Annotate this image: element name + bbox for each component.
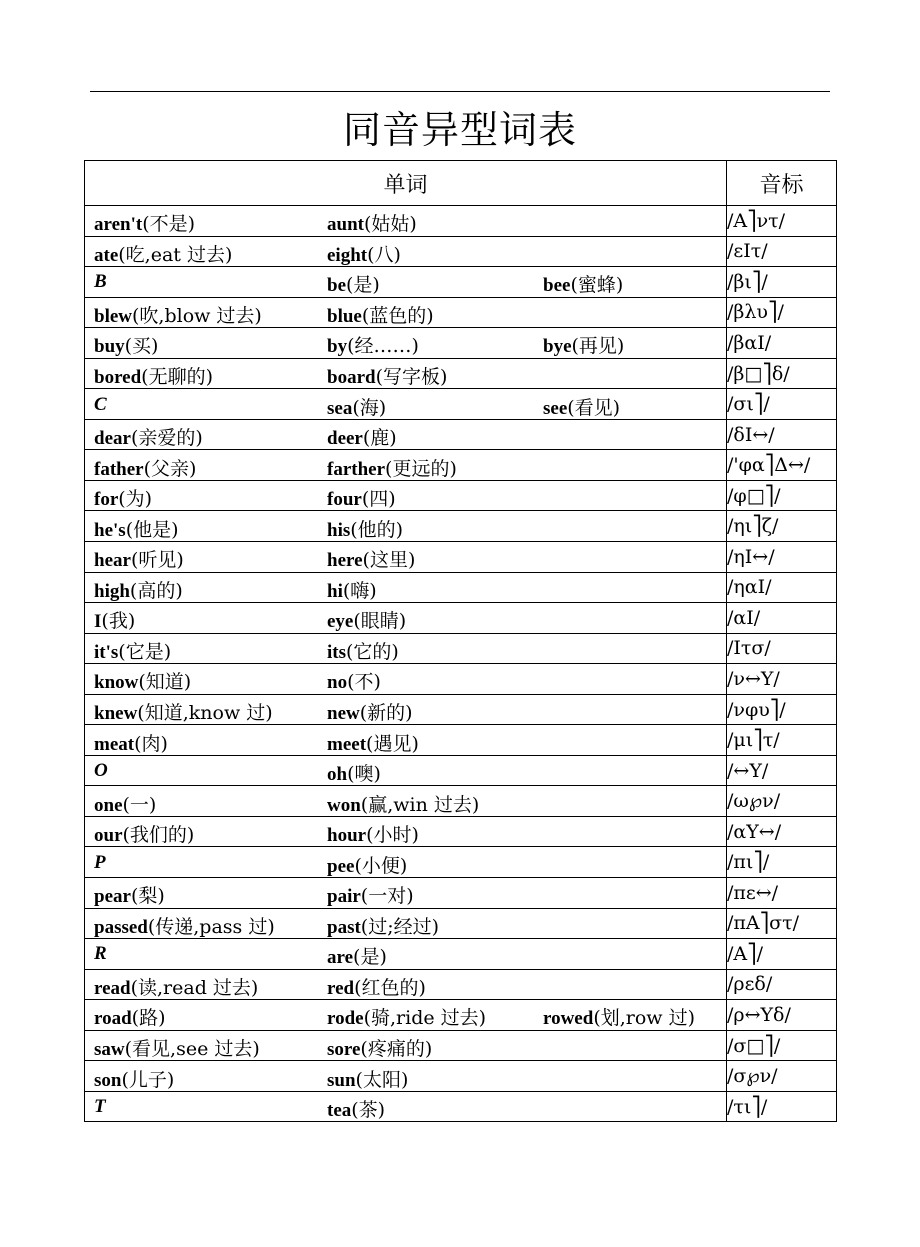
table-row (85, 694, 837, 725)
word-gloss: (我们的) (122, 824, 195, 847)
word-entry (94, 667, 191, 694)
word-gloss: (知道) (138, 671, 192, 694)
word-gloss: (不) (347, 671, 381, 694)
word-text: road (94, 1008, 132, 1030)
word-text: eye (327, 611, 354, 633)
word-entry (327, 698, 413, 725)
word-gloss: (无聊的) (141, 366, 213, 388)
word-entry (327, 209, 417, 236)
table-row (85, 969, 837, 1000)
word-gloss: (我) (101, 610, 136, 633)
word-entry (327, 667, 381, 694)
word-gloss: (红色的) (354, 976, 426, 999)
word-gloss: (为) (118, 488, 153, 511)
word-text: blew (94, 305, 132, 327)
word-entry (327, 240, 401, 267)
word-gloss: (父亲) (143, 457, 197, 480)
word-text: pair (327, 886, 361, 908)
word-text: no (327, 672, 348, 694)
words-cell (85, 328, 727, 359)
word-gloss: (吹,blow 过去) (132, 304, 262, 327)
top-rule (90, 91, 830, 92)
table-row (85, 786, 837, 817)
word-entry (94, 393, 107, 416)
word-gloss: (是) (353, 946, 387, 969)
word-gloss: (小便) (354, 854, 408, 877)
word-gloss: (小时) (366, 824, 419, 847)
words-cell (85, 755, 727, 786)
table-row (85, 328, 837, 359)
word-text: saw (94, 1039, 125, 1061)
phonetic-cell: /πε↔/ (727, 878, 837, 909)
word-text: sun (327, 1069, 356, 1091)
phonetic-cell: /σ℘ν/ (727, 1061, 837, 1092)
word-gloss: (过;经过) (360, 915, 440, 938)
word-text: by (327, 336, 348, 358)
word-text: bored (94, 367, 142, 388)
words-cell (85, 694, 727, 725)
word-gloss: (赢,win 过去) (360, 793, 480, 816)
word-entry (327, 454, 457, 481)
word-entry (94, 484, 152, 511)
word-entry (94, 973, 258, 1000)
words-cell (85, 786, 727, 817)
words-cell (85, 511, 727, 542)
word-entry (94, 912, 275, 939)
table-row (85, 450, 837, 481)
words-cell (85, 358, 727, 389)
word-gloss: (眼睛) (353, 610, 407, 633)
word-gloss: (太阳) (355, 1068, 409, 1091)
word-entry (327, 851, 407, 878)
word-gloss: (八) (367, 243, 401, 266)
header-words: 单词 (85, 161, 727, 206)
table-row (85, 755, 837, 786)
word-gloss: (吃,eat 过去) (118, 243, 233, 266)
word-text: tea (327, 1100, 352, 1122)
word-gloss: (看见) (567, 396, 621, 419)
word-text: be (327, 275, 346, 297)
word-entry (94, 851, 106, 874)
table-row (85, 633, 837, 664)
words-cell (85, 969, 727, 1000)
words-cell (85, 1091, 727, 1122)
word-gloss: (茶) (351, 1099, 386, 1122)
word-text: high (94, 580, 130, 602)
word-entry (94, 301, 262, 328)
phonetic-cell: /↔Y/ (727, 755, 837, 786)
words-cell (85, 908, 727, 939)
phonetic-cell: /αI/ (727, 603, 837, 634)
word-text: meat (94, 733, 135, 755)
words-cell (85, 572, 727, 603)
table-row (85, 572, 837, 603)
word-gloss: (它的) (346, 640, 399, 663)
word-gloss: (鹿) (362, 427, 397, 450)
word-text: passed (94, 916, 148, 938)
word-gloss: (他的) (350, 518, 404, 541)
word-text: for (94, 489, 119, 511)
table-row (85, 389, 837, 420)
table-row (85, 236, 837, 267)
table-row (85, 419, 837, 450)
table-row (85, 725, 837, 756)
table-row (85, 816, 837, 847)
words-cell (85, 419, 727, 450)
word-text: father (94, 458, 144, 480)
word-entry (94, 209, 195, 236)
word-entry (327, 790, 479, 817)
phonetic-cell: /δI↔/ (727, 419, 837, 450)
word-gloss: (蜜蜂) (570, 274, 624, 297)
phonetic-cell: /φ□⎤/ (727, 480, 837, 511)
word-entry (327, 1003, 486, 1030)
word-gloss: (看见,see 过去) (124, 1038, 260, 1061)
word-entry (327, 973, 426, 1000)
word-text: its (327, 641, 346, 663)
word-entry (327, 1095, 385, 1122)
word-entry (327, 606, 406, 633)
phonetic-cell: /ηαI/ (727, 572, 837, 603)
word-text: it's (94, 641, 119, 663)
word-entry (94, 1065, 174, 1092)
word-gloss: (这里) (362, 549, 416, 572)
word-entry (543, 331, 624, 358)
word-entry (543, 270, 623, 297)
phonetic-cell: /ρ↔Yδ/ (727, 1000, 837, 1031)
word-gloss: (海) (352, 396, 387, 419)
letter-label: R (94, 943, 107, 965)
word-entry (327, 759, 381, 786)
word-gloss: (知道,know 过) (137, 702, 273, 725)
word-entry (94, 423, 203, 450)
word-gloss: (不是) (142, 213, 196, 236)
words-cell (85, 389, 727, 420)
word-entry (94, 1034, 260, 1061)
word-entry (543, 1003, 695, 1030)
table-row (85, 603, 837, 634)
words-cell (85, 664, 727, 695)
word-text: bee (543, 275, 571, 297)
phonetic-cell: /A⎤ντ/ (727, 206, 837, 237)
word-text: here (327, 550, 363, 572)
words-cell (85, 297, 727, 328)
word-entry (327, 301, 434, 328)
word-entry (94, 820, 194, 847)
phonetic-cell: /σι⎤/ (727, 389, 837, 420)
letter-label: T (94, 1096, 106, 1118)
words-cell (85, 878, 727, 909)
word-gloss: (听见) (130, 549, 184, 572)
word-text: aren't (94, 214, 143, 236)
phonetic-cell: /πA⎤στ/ (727, 908, 837, 939)
word-text: pee (327, 855, 355, 877)
word-text: bye (543, 336, 572, 358)
word-gloss: (是) (346, 274, 380, 297)
phonetic-cell: /μι⎤τ/ (727, 725, 837, 756)
phonetic-cell: /ω℘ν/ (727, 786, 837, 817)
words-cell (85, 633, 727, 664)
table-row (85, 358, 837, 389)
letter-label: P (94, 851, 106, 873)
table-row (85, 206, 837, 237)
word-text: oh (327, 764, 348, 786)
table-row (85, 847, 837, 878)
word-entry (94, 790, 156, 817)
header-phonetic: 音标 (727, 161, 837, 206)
phonetic-cell: /βι⎤/ (727, 267, 837, 298)
word-entry (327, 637, 399, 664)
table-row (85, 542, 837, 573)
word-gloss: (骑,ride 过去) (363, 1007, 487, 1030)
word-entry (327, 942, 387, 969)
word-text: one (94, 794, 123, 816)
word-entry (327, 545, 415, 572)
word-gloss: (高的) (129, 579, 183, 602)
phonetic-cell: /πι⎤/ (727, 847, 837, 878)
word-gloss: (一) (122, 793, 157, 816)
table-row (85, 908, 837, 939)
word-entry (94, 1095, 106, 1118)
phonetic-cell: /βαI/ (727, 328, 837, 359)
phonetic-cell: /Iτσ/ (727, 633, 837, 664)
word-entry (327, 270, 380, 297)
table-row (85, 480, 837, 511)
word-text: hear (94, 550, 131, 572)
phonetic-cell: /β□⎤δ/ (727, 358, 837, 389)
table-row (85, 878, 837, 909)
word-text: hour (327, 825, 367, 847)
words-cell (85, 542, 727, 573)
phonetic-cell: /ν↔Y/ (727, 664, 837, 695)
word-entry (327, 1034, 432, 1061)
word-gloss: (他是) (125, 518, 179, 541)
word-text: know (94, 672, 139, 694)
word-gloss: (买) (124, 335, 159, 358)
table-row (85, 1061, 837, 1092)
phonetic-cell: /ρεδ/ (727, 969, 837, 1000)
word-text: four (327, 489, 362, 511)
phonetic-cell: /αY↔/ (727, 816, 837, 847)
table-row (85, 511, 837, 542)
word-text: board (327, 367, 376, 388)
phonetic-cell: /νφυ⎤/ (727, 694, 837, 725)
phonetic-cell: /ηι⎤ζ/ (727, 511, 837, 542)
words-cell (85, 480, 727, 511)
phonetic-cell: /τι⎤/ (727, 1091, 837, 1122)
word-text: deer (327, 428, 363, 450)
page-title: 同音异型词表 (342, 108, 577, 152)
phonetic-cell: /ηI↔/ (727, 542, 837, 573)
words-cell (85, 603, 727, 634)
word-text: dear (94, 428, 131, 450)
word-entry (94, 942, 107, 965)
words-cell (85, 206, 727, 237)
word-entry (94, 270, 107, 293)
words-cell (85, 450, 727, 481)
word-entry (94, 576, 183, 603)
word-text: our (94, 825, 123, 847)
word-text: pear (94, 886, 131, 908)
words-cell (85, 267, 727, 298)
word-entry (94, 637, 171, 664)
word-gloss: (读,read 过去) (130, 976, 259, 999)
word-text: I (94, 611, 102, 633)
word-entry (94, 240, 232, 267)
word-entry (327, 576, 377, 603)
word-text: sore (327, 1039, 361, 1061)
table-row (85, 939, 837, 970)
word-entry (327, 362, 447, 389)
word-entry (327, 423, 397, 450)
word-text: are (327, 947, 354, 969)
word-entry (327, 331, 419, 358)
word-text: read (94, 977, 131, 999)
word-entry (94, 606, 135, 633)
table-row (85, 1000, 837, 1031)
word-text: won (327, 794, 361, 816)
word-entry (94, 362, 213, 389)
table-row (85, 1091, 837, 1122)
word-text: he's (94, 519, 126, 541)
word-text: son (94, 1069, 122, 1091)
word-gloss: (经……) (347, 335, 419, 358)
word-entry (327, 820, 419, 847)
word-gloss: (四) (361, 488, 396, 511)
word-text: blue (327, 305, 362, 327)
word-text: ate (94, 244, 119, 266)
word-entry (94, 515, 179, 542)
word-entry (327, 912, 439, 939)
word-gloss: (姑姑) (363, 213, 417, 236)
phonetic-cell: /εIτ/ (727, 236, 837, 267)
homophone-table (84, 160, 837, 1122)
phonetic-cell: /'φα⎤Δ↔/ (727, 450, 837, 481)
word-text: eight (327, 244, 368, 266)
word-text: new (327, 703, 360, 725)
word-entry (327, 729, 419, 756)
words-cell (85, 1030, 727, 1061)
word-entry (94, 545, 184, 572)
word-text: farther (327, 458, 386, 480)
phonetic-cell: /σ□⎤/ (727, 1030, 837, 1061)
letter-label: O (94, 760, 108, 782)
word-gloss: (肉) (134, 732, 168, 755)
word-text: buy (94, 336, 125, 358)
word-entry (94, 759, 108, 782)
word-gloss: (噢) (347, 763, 381, 786)
word-gloss: (更远的) (385, 457, 457, 480)
word-gloss: (一对) (360, 885, 414, 908)
phonetic-cell: /βλυ⎤/ (727, 297, 837, 328)
word-text: knew (94, 703, 138, 725)
word-text: rowed (543, 1008, 594, 1030)
word-text: meet (327, 733, 367, 755)
word-gloss: (再见) (571, 335, 625, 358)
words-cell (85, 1000, 727, 1031)
words-cell (85, 847, 727, 878)
word-gloss: (蓝色的) (361, 304, 434, 327)
word-entry (327, 393, 386, 420)
phonetic-cell: /A⎤/ (727, 939, 837, 970)
word-text: hi (327, 580, 343, 602)
word-text: aunt (327, 214, 364, 236)
word-entry (543, 393, 620, 420)
word-entry (327, 1065, 408, 1092)
word-gloss: (遇见) (366, 732, 419, 755)
word-entry (327, 484, 396, 511)
word-text: see (543, 397, 568, 419)
word-gloss: (嗨) (342, 579, 377, 602)
word-gloss: (亲爱的) (130, 427, 203, 450)
table-row (85, 297, 837, 328)
word-gloss: (划,row 过) (593, 1007, 696, 1030)
word-gloss: (它是) (118, 640, 172, 663)
word-entry (94, 331, 158, 358)
word-entry (327, 515, 403, 542)
words-cell (85, 236, 727, 267)
word-gloss: (写字板) (375, 366, 448, 388)
words-cell (85, 1061, 727, 1092)
words-cell (85, 725, 727, 756)
word-text: sea (327, 397, 353, 419)
table-row (85, 267, 837, 298)
word-gloss: (儿子) (121, 1068, 175, 1091)
word-entry (94, 1003, 166, 1030)
words-cell (85, 939, 727, 970)
table-header-row (85, 161, 837, 206)
word-text: rode (327, 1008, 364, 1030)
word-text: red (327, 977, 355, 999)
word-entry (94, 698, 273, 725)
words-cell (85, 816, 727, 847)
word-entry (327, 881, 414, 908)
word-gloss: (新的) (359, 702, 413, 725)
table-row (85, 664, 837, 695)
word-gloss: (疼痛的) (360, 1038, 433, 1061)
word-entry (94, 729, 168, 756)
word-entry (94, 454, 196, 481)
word-gloss: (传递,pass 过) (147, 915, 275, 938)
word-text: his (327, 519, 351, 541)
word-gloss: (路) (131, 1007, 166, 1030)
letter-label: C (94, 393, 107, 415)
word-text: past (327, 916, 361, 938)
word-entry (94, 881, 165, 908)
table-row (85, 1030, 837, 1061)
letter-label: B (94, 271, 107, 293)
word-gloss: (梨) (130, 885, 165, 908)
